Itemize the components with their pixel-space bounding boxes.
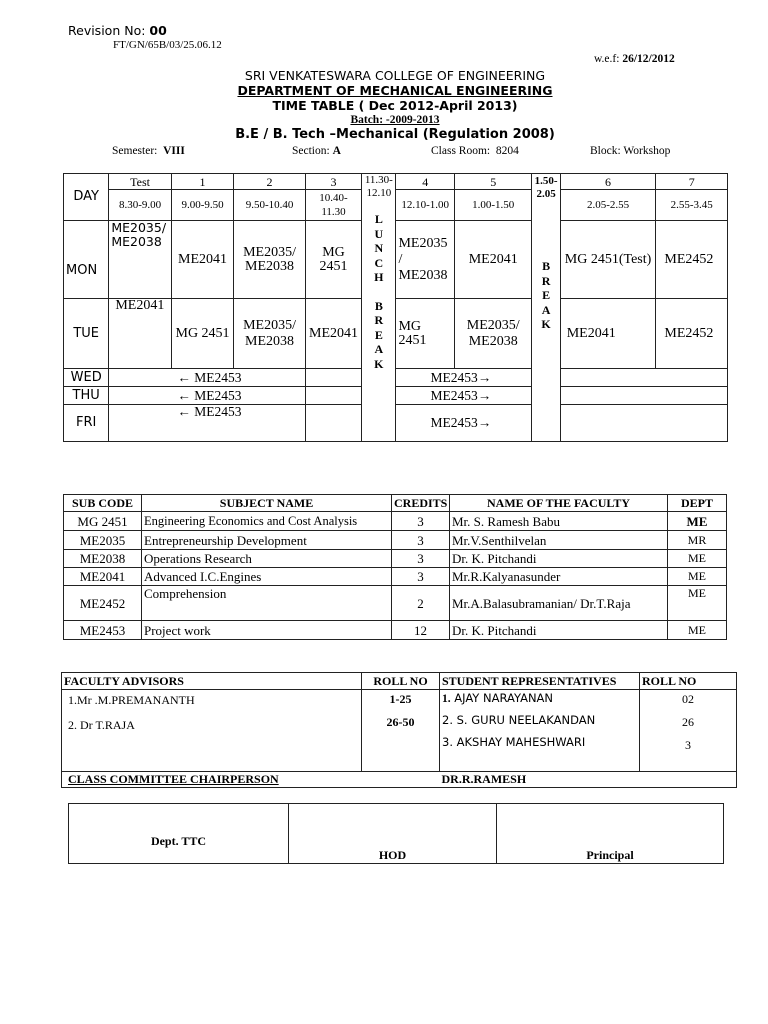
cell-wed-p3 <box>305 369 361 387</box>
section-field <box>292 145 341 157</box>
table-row <box>64 531 727 550</box>
subject-name: Operations Research <box>142 550 392 568</box>
dept: ME <box>668 568 727 586</box>
advisor-2: 2. Dr T.RAJA <box>68 718 135 732</box>
rep-roll-1: 02 <box>682 692 694 706</box>
credits: 3 <box>392 512 450 531</box>
break-time: 1.50-2.05 <box>534 175 558 200</box>
table-row <box>64 568 727 586</box>
subject-name: Comprehension <box>142 586 392 621</box>
table-row <box>64 621 727 640</box>
row-wed <box>64 369 728 387</box>
cell-mon-p7: ME2452 <box>656 221 728 299</box>
cell-tue-p3: ME2041 <box>305 299 361 369</box>
cell-tue-p6: ME2041 <box>560 299 656 369</box>
cell-mon-p4: ME2035 / ME2038 <box>396 221 454 299</box>
classroom-value: 8204 <box>495 145 519 157</box>
dept: MR <box>668 531 727 550</box>
block-value: Workshop <box>623 145 671 157</box>
semester-value: VIII <box>163 145 185 157</box>
col-faculty: NAME OF THE FACULTY <box>450 495 668 512</box>
roll-range-1: 1-25 <box>389 692 412 706</box>
cell-fri-pm: ME2453→ <box>396 405 532 442</box>
subject-header-row <box>64 495 727 512</box>
sub-code: MG 2451 <box>64 512 142 531</box>
day-fri: FRI <box>64 405 109 442</box>
table-row <box>64 586 727 621</box>
table-row <box>64 512 727 531</box>
day-tue: TUE <box>64 299 109 369</box>
tea-break-label: B R E A K <box>541 259 551 331</box>
rep-rolls <box>640 690 737 772</box>
cell-mon-p1: ME2041 <box>171 221 233 299</box>
faculty-name: Mr.A.Balasubramanian/ Dr.T.Raja <box>450 586 668 621</box>
period-4: 4 <box>396 174 454 190</box>
col-credits: CREDITS <box>392 495 450 512</box>
advisors-header-row <box>62 673 737 690</box>
time-5: 1.00-1.50 <box>454 190 532 221</box>
credits: 2 <box>392 586 450 621</box>
lunch-break-label: L U N C H B R E A K <box>374 212 384 371</box>
chairperson-row <box>62 772 737 788</box>
cell-wed-pm: ME2453→ <box>396 369 532 387</box>
lunch-time: 11.30-12.10 <box>364 174 393 199</box>
advisors-table <box>61 672 737 788</box>
cell-wed-p67 <box>560 369 727 387</box>
subject-name: Engineering Economics and Cost Analysis <box>142 512 392 531</box>
cell-fri-am: ← ME2453 <box>109 405 305 442</box>
col-subject-name: SUBJECT NAME <box>142 495 392 512</box>
time-test: 8.30-9.00 <box>109 190 171 221</box>
cell-mon-p6: MG 2451(Test) <box>560 221 656 299</box>
day-header: DAY <box>64 174 109 221</box>
rep-list <box>440 690 640 772</box>
faculty-name: Mr. S. Ramesh Babu <box>450 512 668 531</box>
dept: ME <box>668 512 727 531</box>
dept: ME <box>668 621 727 640</box>
credits: 3 <box>392 568 450 586</box>
revision-value: 00 <box>149 23 167 38</box>
timetable <box>63 173 728 442</box>
revision-line <box>68 23 167 38</box>
rep-roll-2: 26 <box>682 715 694 729</box>
credits: 3 <box>392 550 450 568</box>
semester-field <box>112 145 185 157</box>
cell-tue-p5: ME2035/ ME2038 <box>454 299 532 369</box>
sub-code: ME2035 <box>64 531 142 550</box>
col-roll-no: ROLL NO <box>362 673 440 690</box>
semester-label: Semester: <box>112 145 158 157</box>
credits: 3 <box>392 531 450 550</box>
row-fri <box>64 405 728 442</box>
period-test: Test <box>109 174 171 190</box>
cell-tue-p2: ME2035/ ME2038 <box>234 299 306 369</box>
cell-thu-pm: ME2453→ <box>396 387 532 405</box>
row-mon <box>64 221 728 299</box>
rep-2: 2. S. GURU NEELAKANDAN <box>442 713 596 727</box>
rep-1: 1. AJAY NARAYANAN <box>442 691 554 705</box>
sub-code: ME2038 <box>64 550 142 568</box>
sub-code: ME2041 <box>64 568 142 586</box>
block-field <box>590 145 670 157</box>
wef-label: w.e.f: <box>594 53 620 65</box>
day-wed: WED <box>64 369 109 387</box>
time-7: 2.55-3.45 <box>656 190 728 221</box>
break-column <box>532 174 560 442</box>
cell-tue-p7: ME2452 <box>656 299 728 369</box>
time-1: 9.00-9.50 <box>171 190 233 221</box>
advisors-body-row <box>62 690 737 772</box>
cell-mon-p2: ME2035/ ME2038 <box>234 221 306 299</box>
signature-box <box>68 803 724 864</box>
subject-table <box>63 494 727 640</box>
time-row <box>64 190 728 221</box>
time-6: 2.05-2.55 <box>560 190 656 221</box>
roll-range-2: 26-50 <box>386 715 415 729</box>
faculty-name: Mr.R.Kalyanasunder <box>450 568 668 586</box>
doc-code: FT/GN/65B/03/25.06.12 <box>113 39 222 51</box>
cell-tue-test: ME2041 <box>109 299 171 369</box>
advisor-1: 1.Mr .M.PREMANANTH <box>68 693 195 707</box>
sub-code: ME2452 <box>64 586 142 621</box>
period-5: 5 <box>454 174 532 190</box>
period-6: 6 <box>560 174 656 190</box>
ttc-signature: Dept. TTC <box>69 804 289 864</box>
programme: B.E / B. Tech –Mechanical (Regulation 2008) <box>235 127 555 142</box>
table-row <box>64 550 727 568</box>
cell-mon-p5: ME2041 <box>454 221 532 299</box>
time-3: 10.40-11.30 <box>305 190 361 221</box>
section-value: A <box>332 145 341 157</box>
section-label: Section: <box>292 145 330 157</box>
cell-tue-p4: MG 2451 <box>396 299 454 369</box>
sub-code: ME2453 <box>64 621 142 640</box>
cell-thu-p67 <box>560 387 727 405</box>
time-2: 9.50-10.40 <box>234 190 306 221</box>
rep-3: 3. AKSHAY MAHESHWARI <box>442 735 586 749</box>
col-rep-roll-no: ROLL NO <box>640 673 737 690</box>
faculty-name: Mr.V.Senthilvelan <box>450 531 668 550</box>
cell-fri-p67 <box>560 405 727 442</box>
classroom-label: Class Room: <box>431 145 491 157</box>
period-header-row <box>64 174 728 190</box>
period-7: 7 <box>656 174 728 190</box>
revision-label: Revision No: <box>68 23 146 38</box>
faculty-name: Dr. K. Pitchandi <box>450 621 668 640</box>
hod-signature: HOD <box>289 804 497 864</box>
chairperson-label: CLASS COMMITTEE CHAIRPERSON <box>62 772 440 788</box>
cell-mon-test: ME2035/ ME2038 <box>109 221 171 299</box>
period-3: 3 <box>305 174 361 190</box>
period-2: 2 <box>234 174 306 190</box>
department-name: DEPARTMENT OF MECHANICAL ENGINEERING <box>237 83 553 98</box>
rep-roll-3: 3 <box>685 738 691 752</box>
cell-tue-p1: MG 2451 <box>171 299 233 369</box>
credits: 12 <box>392 621 450 640</box>
row-tue <box>64 299 728 369</box>
subject-name: Entrepreneurship Development <box>142 531 392 550</box>
advisor-rolls <box>362 690 440 772</box>
wef-line <box>594 53 675 65</box>
college-name: SRI VENKATESWARA COLLEGE OF ENGINEERING <box>244 68 546 83</box>
lunch-column <box>362 174 396 442</box>
col-faculty-advisors: FACULTY ADVISORS <box>62 673 362 690</box>
chairperson-name: DR.R.RAMESH <box>440 772 737 788</box>
row-thu <box>64 387 728 405</box>
col-sub-code: SUB CODE <box>64 495 142 512</box>
timetable-title: TIME TABLE ( Dec 2012-April 2013) <box>272 98 518 113</box>
dept: ME <box>668 586 727 621</box>
day-thu: THU <box>64 387 109 405</box>
cell-thu-p3 <box>305 387 361 405</box>
principal-signature: Principal <box>497 804 724 864</box>
time-4: 12.10-1.00 <box>396 190 454 221</box>
dept: ME <box>668 550 727 568</box>
wef-value: 26/12/2012 <box>622 53 675 65</box>
block-label: Block: <box>590 145 621 157</box>
batch: Batch: -2009-2013 <box>350 114 440 126</box>
cell-wed-am: ← ME2453 <box>109 369 305 387</box>
faculty-name: Dr. K. Pitchandi <box>450 550 668 568</box>
col-student-reps: STUDENT REPRESENTATIVES <box>440 673 640 690</box>
advisor-list <box>62 690 362 772</box>
cell-thu-am: ← ME2453 <box>109 387 305 405</box>
period-1: 1 <box>171 174 233 190</box>
col-dept: DEPT <box>668 495 727 512</box>
classroom-field <box>431 145 519 157</box>
day-mon: MON <box>64 221 109 299</box>
subject-name: Advanced I.C.Engines <box>142 568 392 586</box>
cell-fri-p3 <box>305 405 361 442</box>
cell-mon-p3: MG 2451 <box>305 221 361 299</box>
subject-name: Project work <box>142 621 392 640</box>
